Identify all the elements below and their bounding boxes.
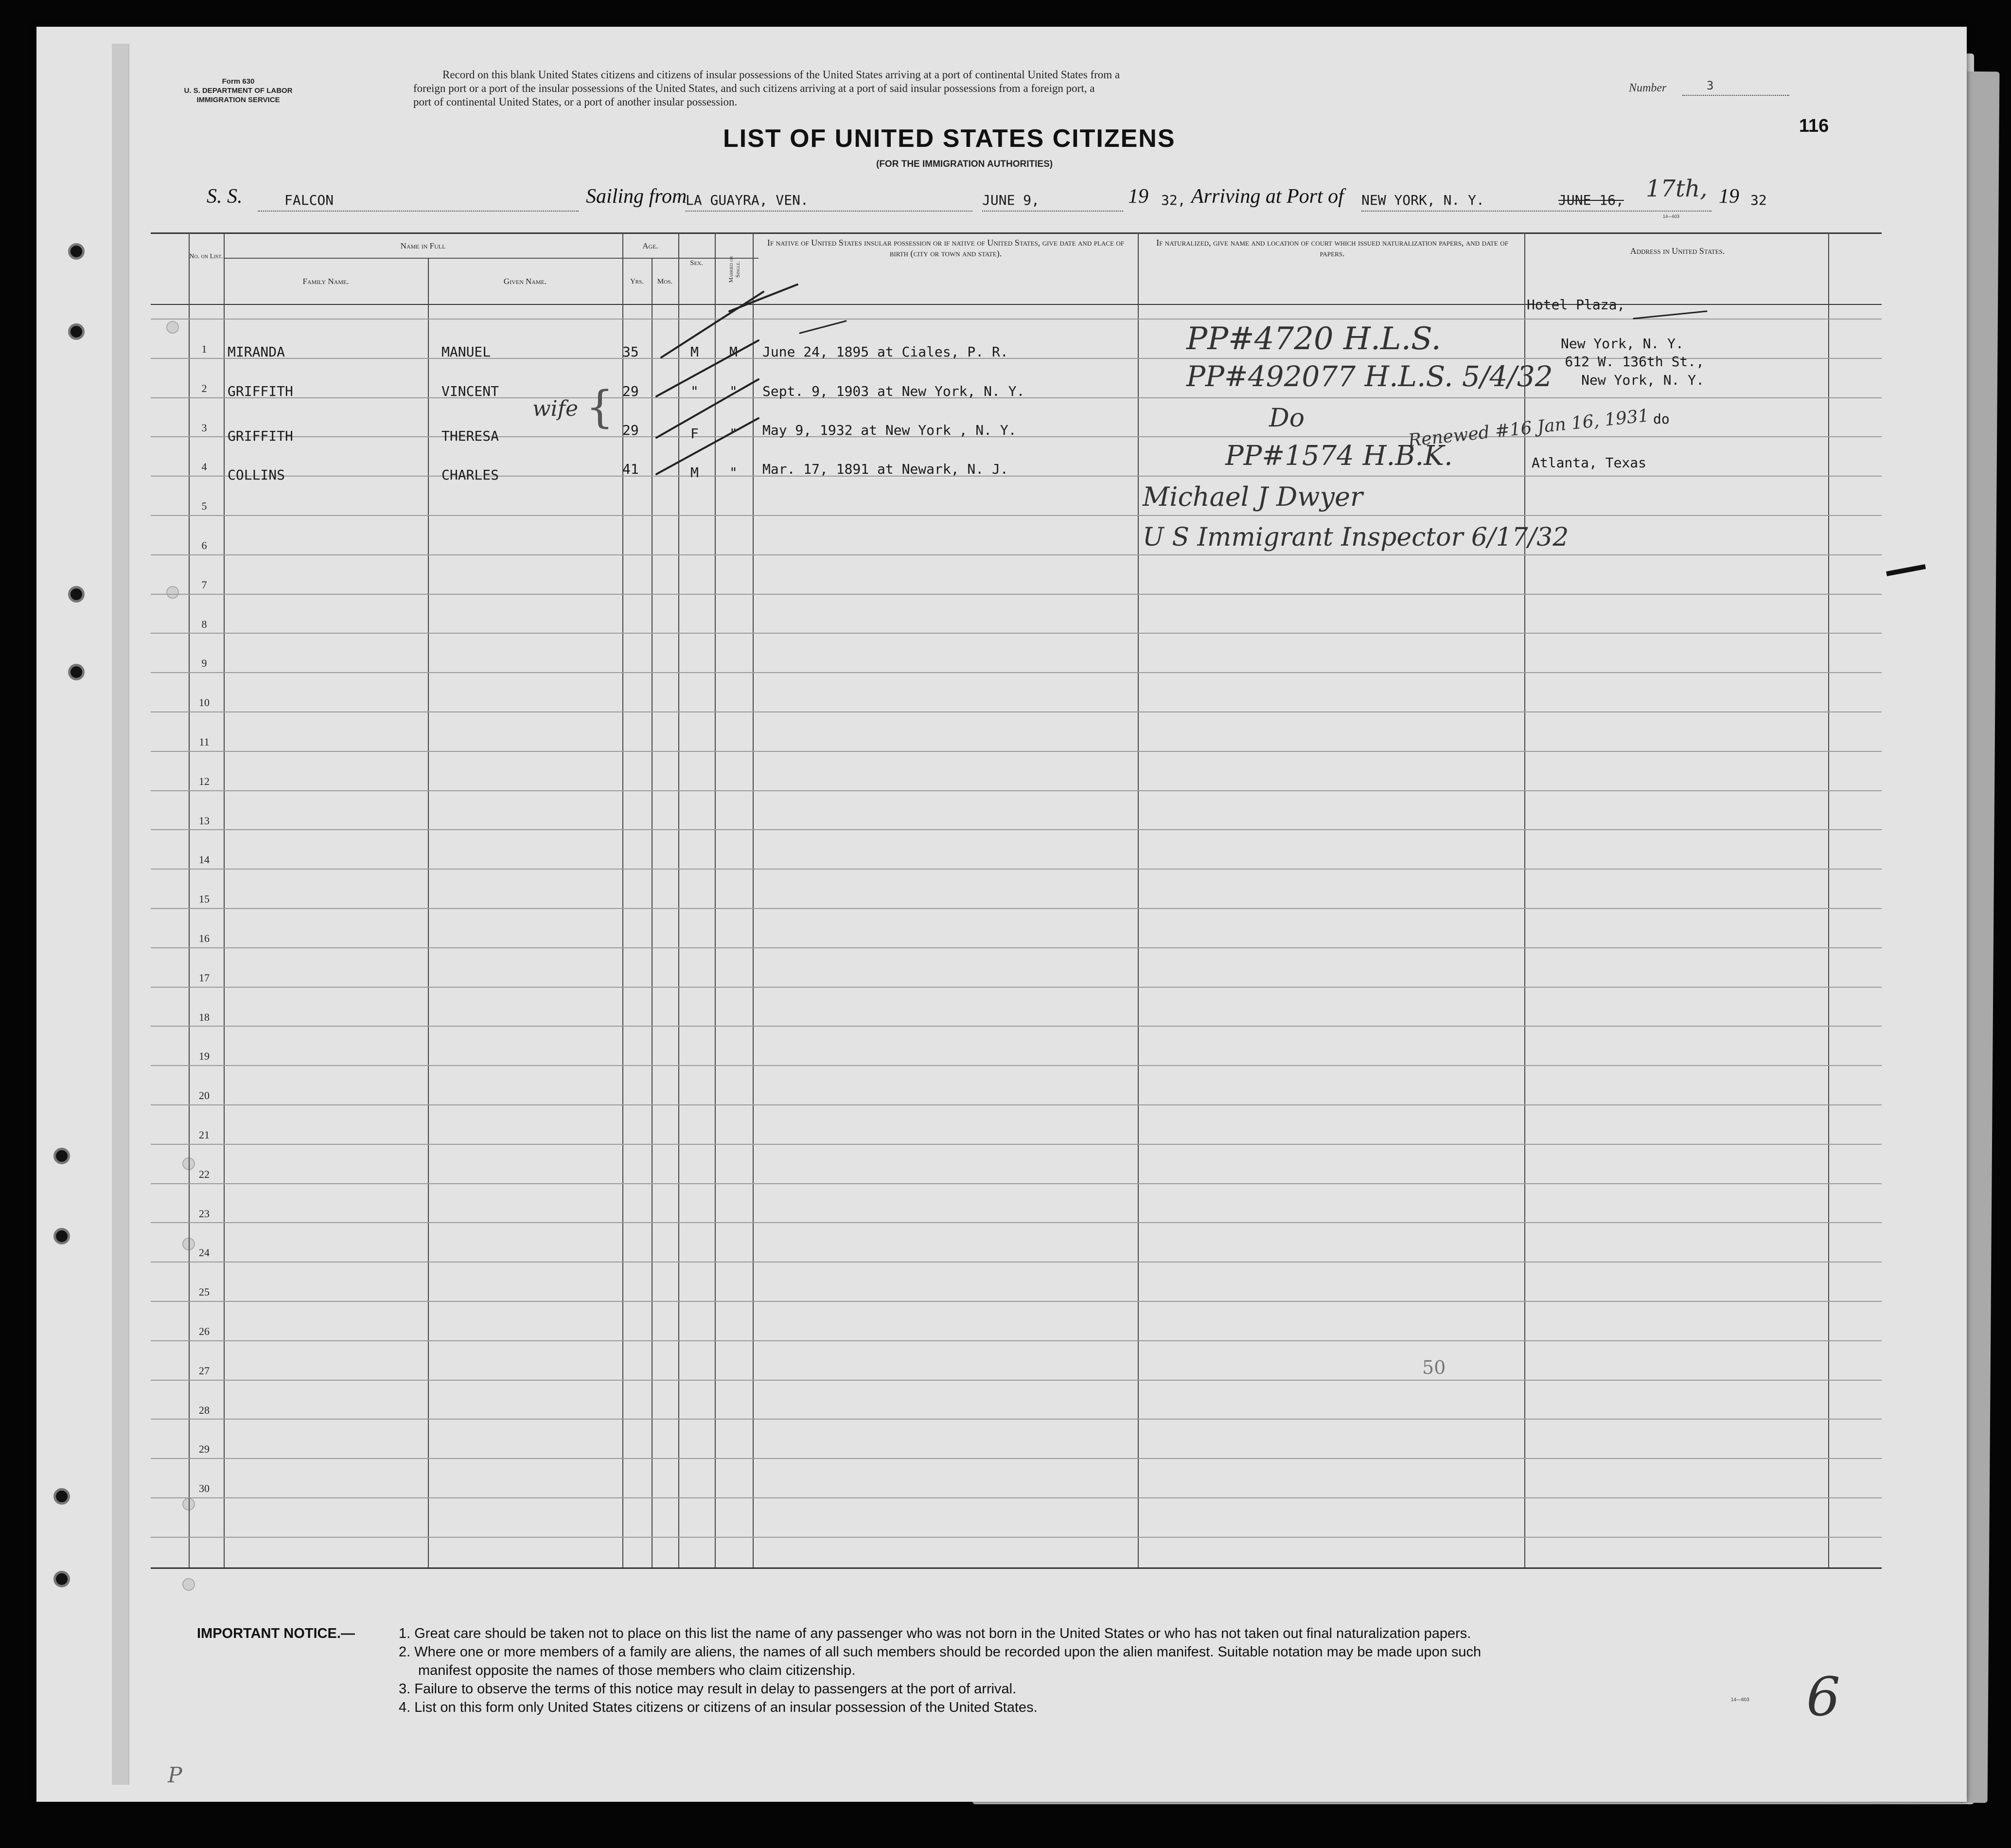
given-name: MANUEL: [441, 344, 491, 360]
row-number: 19: [199, 1050, 210, 1062]
given-name: THERESA: [441, 428, 499, 444]
marital-status: ": [729, 383, 738, 399]
address: do: [1653, 411, 1670, 427]
row-number: 21: [199, 1129, 210, 1141]
ss-label: S. S.: [207, 185, 243, 208]
instructions-line: Record on this blank United States citizens and citizens of insular possessions of the United States arriving at a port of continental United States from a: [442, 69, 1120, 81]
col-header-marital: Married or Single.: [727, 256, 741, 283]
col-header-given-name: Given Name.: [503, 277, 547, 286]
col-header-address: Address in United States.: [1630, 246, 1725, 256]
age-years: 29: [622, 383, 639, 399]
col-header-family-name: Family Name.: [302, 277, 349, 286]
row-number: 28: [199, 1404, 210, 1416]
marital-status: ": [729, 426, 738, 442]
row-number: 10: [199, 696, 210, 709]
col-header-naturalization: If naturalized, give name and location of court which issued naturalization papers, and date of papers.: [1156, 238, 1508, 258]
page-subtitle: (FOR THE IMMIGRATION AUTHORITIES): [876, 159, 1053, 169]
row-number: 12: [199, 775, 210, 787]
arriving-label: Arriving at Port of: [1191, 185, 1344, 208]
row-number: 6: [201, 539, 207, 551]
arrival-port: NEW YORK, N. Y.: [1361, 192, 1484, 208]
birth-info: Mar. 17, 1891 at Newark, N. J.: [762, 461, 1008, 477]
row-number: 14: [199, 853, 210, 866]
notice-label: IMPORTANT NOTICE.—: [197, 1626, 355, 1641]
row-number: 30: [199, 1482, 210, 1494]
list-number: 3: [1707, 79, 1714, 92]
age-years: 35: [622, 344, 639, 360]
sex: M: [690, 464, 699, 480]
notice-item: 4. List on this form only United States citizens or citizens of an insular possession of the United States.: [399, 1700, 1038, 1715]
marital-status: ": [729, 464, 738, 480]
brace-icon: {: [586, 382, 614, 433]
age-years: 41: [622, 461, 639, 477]
row-number: 18: [199, 1011, 210, 1023]
notice-item: manifest opposite the names of those members who claim citizenship.: [418, 1663, 856, 1678]
row-number: 15: [199, 893, 210, 905]
family-name: GRIFFITH: [228, 383, 293, 399]
row-number: 17: [199, 972, 210, 984]
birth-info: Sept. 9, 1903 at New York, N. Y.: [762, 383, 1025, 399]
instructions-line: port of continental United States, or a port of another insular possession.: [413, 96, 738, 108]
given-name: CHARLES: [441, 467, 499, 483]
row-number: 7: [201, 579, 207, 591]
address: New York, N. Y.: [1561, 336, 1684, 352]
birth-info: May 9, 1932 at New York , N. Y.: [762, 422, 1017, 438]
row-number: 13: [199, 815, 210, 827]
row-number: 26: [199, 1325, 210, 1337]
col-header-sex: Sex.: [690, 259, 703, 267]
address: Atlanta, Texas: [1532, 455, 1647, 471]
row-number: 4: [201, 461, 207, 473]
renewal-note: Renewed #16 Jan 16, 1931: [1407, 406, 1650, 451]
stamp-number: 50: [1422, 1357, 1446, 1378]
given-name: VINCENT: [441, 383, 499, 399]
sex: ": [690, 383, 699, 399]
inspector-title: U S Immigrant Inspector 6/17/32: [1143, 523, 1569, 552]
col-header-number: No. on List.: [189, 253, 223, 260]
corner-letter: P: [168, 1763, 182, 1788]
number-label: Number: [1629, 82, 1667, 94]
family-name: COLLINS: [228, 467, 285, 483]
row-number: 5: [201, 500, 207, 512]
papers-entry: PP#1574 H.B.K.: [1225, 440, 1453, 472]
sailing-label: Sailing from: [586, 185, 687, 208]
papers-entry: PP#4720 H.L.S.: [1186, 321, 1441, 357]
address: 612 W. 136th St., New York, N. Y.: [1565, 354, 1704, 388]
row-number: 22: [199, 1168, 210, 1180]
family-name: MIRANDA: [228, 344, 285, 360]
service: IMMIGRATION SERVICE: [196, 96, 280, 104]
age-years: 29: [622, 422, 639, 438]
row-number: 20: [199, 1089, 210, 1102]
corner-number: 6: [1806, 1666, 1840, 1728]
marital-status: M: [729, 344, 738, 360]
department: U. S. DEPARTMENT OF LABOR: [184, 87, 293, 95]
sailing-date: JUNE 9,: [982, 192, 1040, 208]
notice-code: 14—603: [1731, 1697, 1749, 1703]
row-number: 25: [199, 1286, 210, 1298]
family-name: GRIFFITH: [228, 428, 293, 444]
row-number: 8: [201, 618, 207, 630]
row-number: 23: [199, 1208, 210, 1220]
notice-item: 3. Failure to observe the terms of this notice may result in delay to passengers at the port of arrival.: [399, 1681, 1017, 1697]
sailing-year: 32,: [1161, 192, 1186, 208]
ship-name: FALCON: [284, 192, 334, 208]
col-header-years: Yrs.: [630, 278, 644, 285]
arrival-date-corrected: 17th,: [1646, 175, 1708, 202]
sex: F: [690, 426, 699, 442]
row-number: 29: [199, 1443, 210, 1455]
form-number: Form 630: [222, 77, 255, 86]
wife-note: wife: [532, 396, 579, 421]
birth-info: June 24, 1895 at Ciales, P. R.: [762, 344, 1008, 360]
row-number: 2: [201, 382, 207, 394]
arrival-year: 32: [1750, 192, 1767, 208]
papers-entry: PP#492077 H.L.S. 5/4/32: [1186, 360, 1553, 393]
departure-port: LA GUAYRA, VEN.: [686, 192, 809, 208]
arrival-date-struck: JUNE 16,: [1558, 192, 1624, 208]
arrival-year-prefix: 19: [1719, 185, 1739, 208]
row-number: 3: [201, 422, 207, 434]
inspector-signature: Michael J Dwyer: [1143, 481, 1363, 512]
row-number: 27: [199, 1365, 210, 1377]
notice-item: 2. Where one or more members of a family are aliens, the names of all such members should be recorded upon the alien manifest. Suitable notation may be made upon such: [399, 1644, 1482, 1660]
row-number: 24: [199, 1246, 210, 1259]
instructions-line: foreign port or a port of the insular possessions of the United States, and such citizens arriving at a port of said insular possessions from a foreign port, a: [413, 82, 1095, 94]
sex: M: [690, 344, 699, 360]
print-code: 14—603: [1663, 214, 1680, 219]
row-number: 16: [199, 932, 210, 944]
page-number: 116: [1799, 116, 1829, 136]
col-header-birth: If native of United States insular possession or if native of United States, give date and place of birth (city or town and state).: [767, 238, 1124, 258]
row-number: 9: [201, 657, 207, 669]
page-title: LIST OF UNITED STATES CITIZENS: [723, 124, 1176, 153]
row-number: 11: [199, 736, 210, 748]
col-header-name-group: Name in Full: [400, 241, 446, 250]
year-prefix: 19: [1128, 185, 1148, 208]
row-number: 1: [201, 343, 207, 355]
address-hotel: Hotel Plaza,: [1527, 297, 1625, 313]
col-header-age: Age.: [642, 241, 658, 250]
col-header-months: Mos.: [657, 278, 673, 285]
papers-entry: Do: [1269, 404, 1305, 433]
notice-item: 1. Great care should be taken not to place on this list the name of any passenger who was not born in the United States or who has not taken out final naturalization papers.: [399, 1626, 1471, 1641]
